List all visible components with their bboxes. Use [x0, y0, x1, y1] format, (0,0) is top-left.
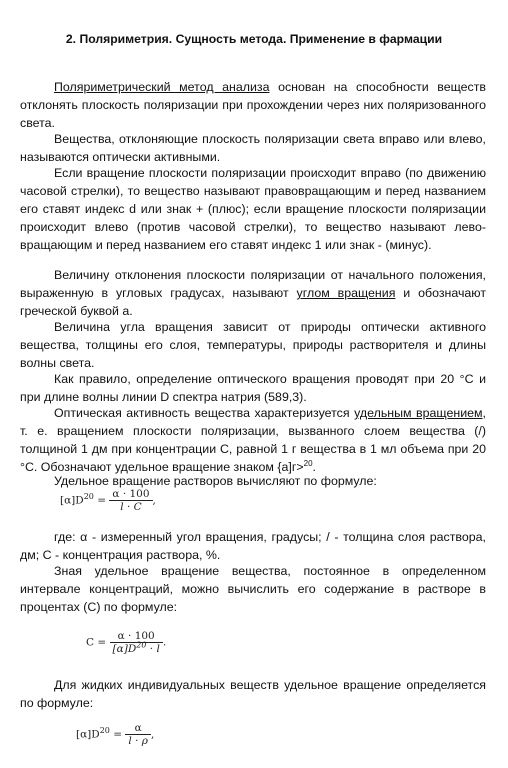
formula2-fraction [110, 630, 163, 655]
paragraph-specific-rotation-text-a: Оптическая активность вещества характеризуется [54, 406, 355, 420]
term-rotation-angle: углом вращения [296, 286, 396, 300]
formula2-tail: . [162, 636, 167, 649]
formula2-den-sup: 20 [136, 640, 147, 650]
term-polarimetric-method: Поляриметрический метод анализа [54, 80, 270, 94]
paragraph-liquids: Для жидких индивидуальных веществ удельное вращение определяется по формуле: [20, 678, 486, 710]
paragraph-concentration: Зная удельное вращение вещества, постоянное в определенном интервале концентраций, можно вычислить его содержание в растворе в процентах (С) по формуле: [20, 564, 486, 614]
formula1-lhs: [α]D [60, 494, 84, 507]
term-specific-rotation: удельным вращением [354, 406, 483, 420]
formula2-equals: = [97, 636, 107, 649]
formula3-equals: = [113, 728, 123, 741]
formula1-sup: 20 [83, 492, 94, 501]
formula2-numerator: α · 100 [110, 630, 163, 643]
formula3-tail: , [150, 728, 155, 741]
paragraph-specific-rotation-text-b: , т. е. вращением плоскости поляризации, вызванного слоем вещества (/) толщиной 1 дм при концентрации С, равной 1 г вещества в 1 мл объема при 20 °С. Обозначают удельное вращение знаком {а]г> [20, 406, 486, 474]
paragraph-rotation-angle-text-b: и обозначают греческой буквой а. [20, 286, 487, 318]
paragraph-method [20, 78, 486, 132]
formula3-denominator: l · ρ [128, 735, 148, 747]
formula-specific-rotation [60, 488, 156, 513]
formula-liquids [76, 722, 154, 747]
paragraph-formula-intro: Удельное вращение растворов вычисляют по формуле: [54, 474, 377, 488]
paragraph-rotation-direction: Если вращение плоскости поляризации происходит вправо (по движению часовой стрелки), то вещество называют правовращающим и перед названием его ставят индекс d или знак + (плюс); если вращение плоскости поляризации происходит влево (против часовой стрелки), то вещество называют лево-вращающим и перед названием его ставят индекс 1 или знак - (минус). [20, 166, 486, 252]
paragraph-optically-active: Вещества, отклоняющие плоскость поляризации света вправо или влево, называются оптически активными. [20, 132, 486, 164]
paragraph-specific-rotation-text-c: . [312, 460, 316, 474]
formula3-sup: 20 [99, 726, 110, 735]
formula1-denominator: l · C [120, 501, 142, 513]
formula3-numerator: α [125, 722, 151, 735]
section-heading: 2. Поляриметрия. Сущность метода. Применение в фармации [65, 32, 443, 46]
formula3-fraction [125, 722, 151, 747]
formula1-tail: , [152, 494, 156, 507]
formula1-equals: = [97, 494, 107, 507]
paragraph-measurement-conditions: Как правило, определение оптического вращения проводят при 20 °С и при длине волны линии D спектра натрия (589,3). [20, 372, 486, 404]
paragraph-angle-factors: Величина угла вращения зависит от природы оптически активного вещества, толщины его слоя, температуры, природы растворителя и длины волны света. [20, 320, 486, 370]
formula2-lhs: C [86, 636, 95, 649]
formula2-den-tail: · l [146, 643, 160, 655]
paragraph-symbols-legend: где: α - измеренный угол вращения, градусы; / - толщина слоя раствора, дм; С - концентрация раствора, %. [20, 530, 486, 562]
formula2-denominator [110, 640, 163, 655]
formula2-den-base: [α]D [112, 643, 137, 655]
formula1-fraction [109, 488, 152, 513]
paragraph-method-text: основан на способности веществ отклонять плоскость поляризации при прохождении через них поляризованного света. [20, 80, 486, 130]
paragraph-specific-rotation [20, 404, 486, 476]
paragraph-rotation-angle-text-a: Величину отклонения плоскости поляризации от начального положения, выраженную в угловых градусах, называют [20, 268, 486, 300]
temperature-superscript: 20 [303, 458, 313, 468]
paragraph-rotation-angle [20, 266, 486, 320]
formula-concentration [86, 630, 166, 655]
formula3-lhs: [α]D [76, 728, 100, 741]
formula1-numerator: α · 100 [109, 488, 152, 501]
